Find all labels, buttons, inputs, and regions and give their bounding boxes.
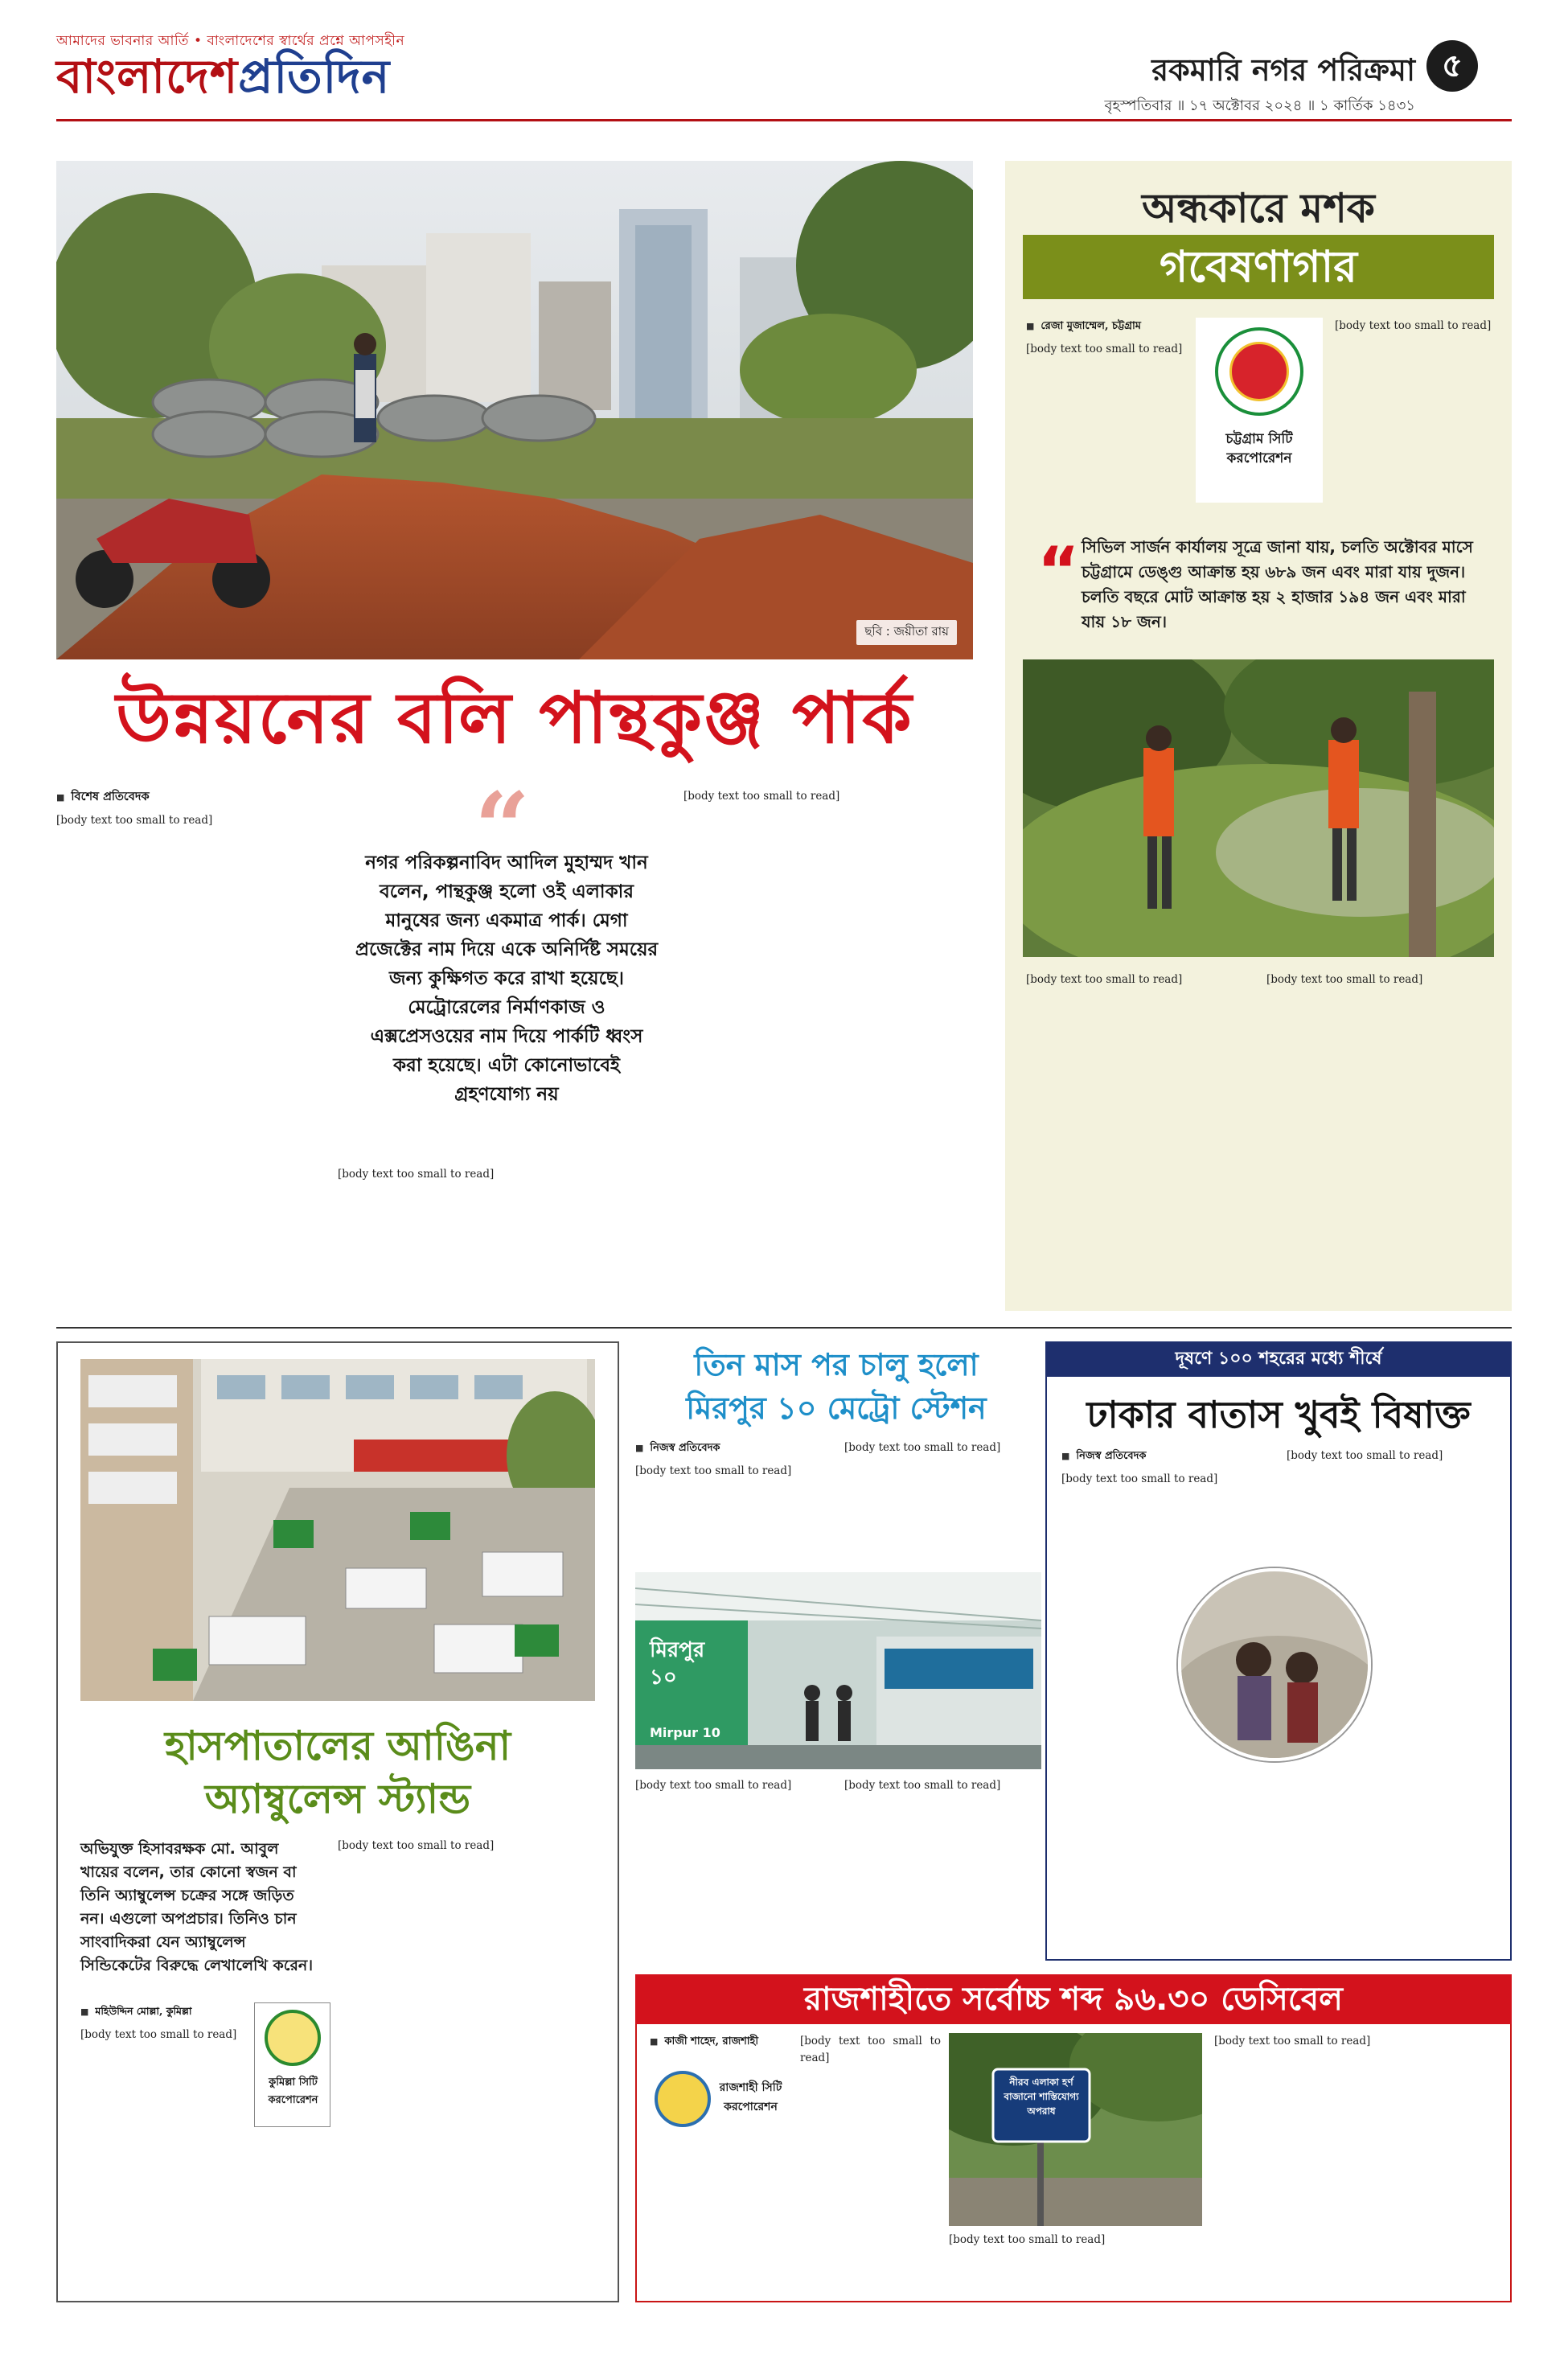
metro-col4-text: [body text too small to read]: [844, 1779, 1001, 1792]
mosquito-quote-mark: “: [1037, 533, 1080, 608]
mosquito-byline: ■ রেজা মুজাম্মেল, চট্টগ্রাম: [1026, 318, 1183, 335]
cumilla-seal-icon: [265, 2010, 321, 2066]
mosquito-col-left-text: [body text too small to read]: [1026, 973, 1183, 986]
park-photo-illustration: [56, 161, 973, 659]
rajshahi-col2-text: [body text too small to read]: [949, 2233, 1106, 2246]
park-column-3: [683, 788, 973, 1327]
metro-column-3: [635, 1777, 832, 1958]
masthead-name-part2: প্রতিদিন: [238, 49, 391, 104]
section-name: রকমারি নগর পরিক্রমা: [1151, 52, 1415, 88]
rajshahi-column-byline: [650, 2033, 811, 2057]
mosquito-intro-right: [1335, 318, 1496, 515]
park-byline: ■ বিশেষ প্রতিবেদক: [56, 788, 289, 806]
rajshahi-city-logo: [650, 2063, 790, 2171]
mosquito-col-right-text: [body text too small to read]: [1266, 973, 1423, 986]
chattogram-seal-icon: [1215, 327, 1303, 416]
ambulance-column-left: [80, 2002, 249, 2296]
hospital-photo-illustration: [80, 1359, 595, 1701]
mosquito-intro-left: [1026, 318, 1183, 515]
metro-headline-line1: তিন মাস পর চালু হলো: [694, 1347, 979, 1382]
ambulance-col-right-text: [body text too small to read]: [338, 1839, 495, 1852]
metro-column-1: [635, 1440, 832, 1568]
hospital-photo[interactable]: [80, 1359, 595, 1701]
rajshahi-col1-text: [body text too small to read]: [800, 2035, 941, 2064]
mosquito-title-line2: গবেষণাগার: [1023, 235, 1494, 299]
park-quote-mark: “: [474, 771, 531, 885]
rajshahi-headline: রাজশাহীতে সর্বোচ্চ শব্দ ৯৬.৩০ ডেসিবেল: [635, 1974, 1512, 2024]
dateline: বৃহস্পতিবার ॥ ১৭ অক্টোবর ২০২৪ ॥ ১ কার্তিক ১৪৩১: [1104, 97, 1415, 114]
masthead-tagline: আমাদের ভাবনার আর্তি • বাংলাদেশের স্বার্থের প্রশ্নে আপসহীন: [56, 33, 405, 49]
park-col2-paragraph: [body text too small to read]: [338, 1168, 495, 1181]
air-col2-text: [body text too small to read]: [1287, 1449, 1443, 1462]
rajshahi-logo-caption-1: রাজশাহী সিটি: [719, 2081, 782, 2094]
chattogram-logo-caption-1: চট্টগ্রাম সিটি: [1225, 431, 1293, 447]
fogging-photo-illustration: [1023, 659, 1494, 957]
mosquito-pull-quote: সিভিল সার্জন কার্যালয় সূত্রে জানা যায়, চলতি অক্টোবর মাসে চট্টগ্রামে ডেঙ্গু আক্রান্ত হয় ৬৮৯ জন এবং মারা যায় দুজন। চলতি বছরে মোট আক্রান্ত হয় ২ হাজার ১৯৪ জন এবং মারা যায় ১৮ জন।: [1082, 537, 1473, 631]
mosquito-column-left: [1026, 971, 1247, 1301]
rajshahi-col3-text: [body text too small to read]: [1214, 2035, 1371, 2047]
park-headline: উন্নয়নের বলি পান্থকুঞ্জ পার্ক: [116, 676, 913, 759]
metro-col1-text: [body text too small to read]: [635, 1464, 792, 1477]
mosquito-intro-left-text: [body text too small to read]: [1026, 343, 1183, 355]
mid-page-rule: [56, 1327, 1512, 1329]
chattogram-logo-caption-2: করপোরেশন: [1226, 450, 1292, 466]
mosquito-title-line1: অন্ধকারে মশক: [1142, 185, 1375, 232]
mosquito-column-right: [1266, 971, 1496, 1301]
metro-byline: ■ নিজস্ব প্রতিবেদক: [635, 1440, 832, 1456]
metro-col2-text: [body text too small to read]: [844, 1441, 1001, 1454]
cumilla-logo-caption-1: কুমিল্লা সিটি: [269, 2076, 318, 2089]
rajshahi-logo-caption-2: করপোরেশন: [724, 2101, 778, 2113]
air-kicker: দূষণে ১০০ শহরের মধ্যে শীর্ষে: [1045, 1341, 1512, 1377]
air-byline: ■ নিজস্ব প্রতিবেদক: [1061, 1448, 1279, 1464]
metro-photo[interactable]: [635, 1572, 1041, 1769]
rajshahi-byline: ■ কাজী শাহেদ, রাজশাহী: [650, 2033, 811, 2050]
rajshahi-sign-photo[interactable]: [949, 2033, 1202, 2226]
park-photo-credit: ছবি : জয়ীতা রায়: [856, 620, 957, 645]
ambulance-col-left-text: [body text too small to read]: [80, 2028, 237, 2041]
smog-photo-illustration: [1181, 1571, 1371, 1761]
masthead-logo[interactable]: [56, 32, 474, 113]
metro-station-sign: মিরপুর ১০: [650, 1638, 705, 1690]
ambulance-headline-line2: অ্যাম্বুলেন্স স্ট্যান্ড: [204, 1776, 471, 1822]
metro-col3-text: [body text too small to read]: [635, 1779, 792, 1792]
ambulance-byline: ■ মহিউদ্দিন মোল্লা, কুমিল্লা: [80, 2002, 249, 2020]
masthead-name: [56, 50, 474, 103]
rajshahi-seal-icon: [655, 2071, 711, 2127]
park-column-1: [56, 788, 289, 1327]
rajshahi-column-3: [1214, 2033, 1500, 2294]
rajshahi-column-2: [949, 2232, 1202, 2296]
park-col1-paragraph: [body text too small to read]: [56, 814, 213, 827]
cumilla-city-logo: [254, 2002, 330, 2127]
chattogram-city-logo: [1196, 318, 1323, 503]
park-pull-quote: নগর পরিকল্পনাবিদ আদিল মুহাম্মদ খান বলেন, পান্থকুঞ্জ হলো ওই এলাকার মানুষের জন্য একমাত্র পার্ক। মেগা প্রজেক্টের নাম দিয়ে একে অনির্দিষ্ট সময়ের জন্য কুক্ষিগত করে রাখা হয়েছে। মেট্রোরেলের নির্মাণকাজ ও এক্সপ্রেসওয়ের নাম দিয়ে পার্কটি ধ্বংস করা হয়েছে। এটা কোনোভাবেই গ্রহণযোগ্য নয়: [355, 852, 659, 1105]
ambulance-pull-quote: অভিযুক্ত হিসাবরক্ষক মো. আবুল খায়ের বলেন, তার কোনো স্বজন বা তিনি অ্যাম্বুলেন্স চক্রের সঙ্গে জড়িত নন। এগুলো অপপ্রচার। তিনিও চান সাংবাদিকরা যেন অ্যাম্বুলেন্স সিন্ডিকেটের বিরুদ্ধে লেখালেখি করেন।: [80, 1840, 314, 1974]
ambulance-headline-line1: হাসপাতালের আঙিনা: [164, 1723, 511, 1769]
fogging-photo[interactable]: [1023, 659, 1494, 957]
park-photo[interactable]: [56, 161, 973, 659]
park-column-2: [338, 1166, 659, 1327]
ambulance-column-right: [338, 1838, 603, 2296]
rajshahi-sign-text: নীরব এলাকা হর্ণ বাজানো শাস্তিযোগ্য অপরাধ: [1004, 2076, 1079, 2117]
smog-photo[interactable]: [1178, 1568, 1371, 1761]
masthead-rule: [56, 119, 1512, 121]
air-headline: ঢাকার বাতাস খুবই বিষাক্ত: [1086, 1393, 1471, 1436]
metro-column-4: [844, 1777, 1041, 1958]
park-col3-paragraph: [body text too small to read]: [683, 790, 840, 803]
metro-column-2: [844, 1440, 1041, 1568]
page-number: ৫: [1426, 40, 1478, 92]
cumilla-logo-caption-2: করপোরেশন: [268, 2094, 318, 2106]
mosquito-intro-right-text: [body text too small to read]: [1335, 319, 1492, 332]
metro-station-sign-en: Mirpur 10: [650, 1725, 720, 1740]
air-col1-text: [body text too small to read]: [1061, 1472, 1218, 1485]
rajshahi-column-1: [800, 2033, 941, 2294]
masthead-name-part1: বাংলাদেশ: [56, 49, 239, 104]
metro-headline-line2: মিরপুর ১০ মেট্রো স্টেশন: [686, 1390, 987, 1426]
rajshahi-photo-illustration: [949, 2033, 1202, 2226]
